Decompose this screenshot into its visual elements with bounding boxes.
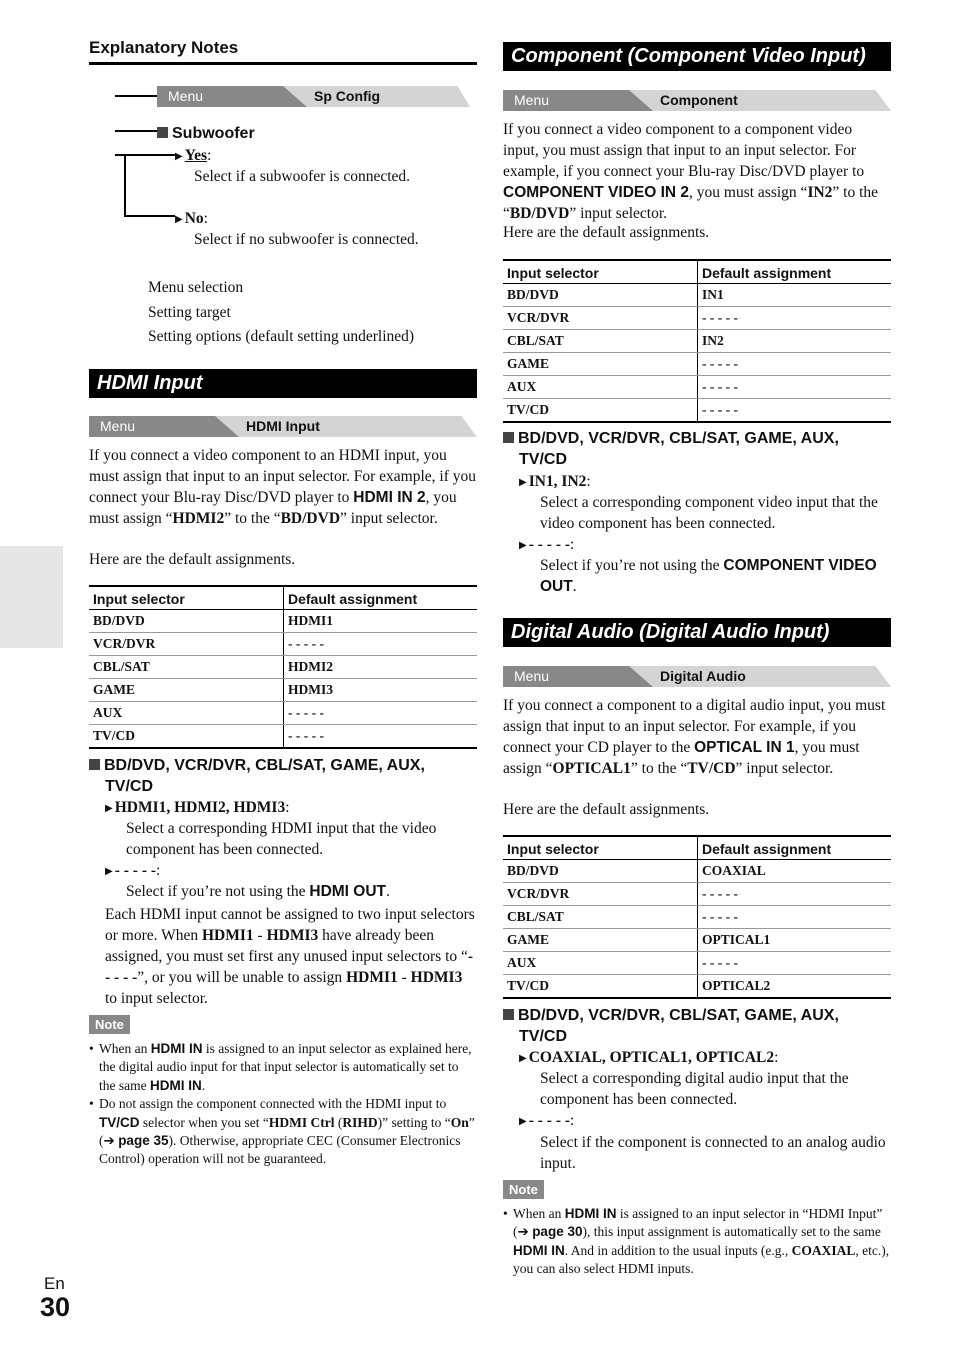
table-row: VCR/DVR - - - - - xyxy=(503,883,891,906)
hdmi-default-table xyxy=(89,585,477,749)
table-row: TV/CD - - - - - xyxy=(89,725,477,749)
menu-target: Component xyxy=(660,92,738,108)
table-row: AUX - - - - - xyxy=(503,952,891,975)
hdmi-option-inputs-desc: Select a corresponding HDMI input that the video component has been connected. xyxy=(126,820,437,858)
digital-option-none: ▶ - - - - -: xyxy=(519,1112,575,1129)
component-menu-bar xyxy=(503,90,891,111)
table-row: BD/DVD COAXIAL xyxy=(503,860,891,883)
list-item: • Do not assign the component connected with the HDMI input to TV/CD selector when you set “HDMI Ctrl (RIHD)” setting to “On” (➔ page 35). Otherwise, appropriate CEC (Consumer Electronics Control) operation will not be guaranteed. xyxy=(89,1096,475,1167)
table-header: Default assignment xyxy=(698,836,892,860)
legend-setting-options: Setting options (default setting underlined) xyxy=(148,328,415,345)
digital-note-list xyxy=(503,1205,891,1279)
digital-intro: If you connect a component to a digital audio input, you must assign that input to an input selector. For example, if you connect your CD player to the OPTICAL IN 1, you must assign “OPTICAL1” to the “TV/CD” input selector. xyxy=(503,697,886,777)
table-row: BD/DVD IN1 xyxy=(503,284,891,307)
pointer-line-menu xyxy=(115,95,157,97)
table-row: AUX - - - - - xyxy=(503,376,891,399)
explanatory-notes-title: Explanatory Notes xyxy=(89,38,239,57)
digital-default-line: Here are the default assignments. xyxy=(503,801,710,818)
pointer-line-options-v xyxy=(124,154,126,216)
table-header: Input selector xyxy=(503,260,698,284)
digital-note-tag: Note xyxy=(503,1180,544,1199)
side-tab xyxy=(0,546,63,648)
table-header: Default assignment xyxy=(698,260,892,284)
triangle-right-icon: ▶ xyxy=(519,1116,527,1127)
digital-option-inputs: ▶ COAXIAL, OPTICAL1, OPTICAL2: xyxy=(519,1049,779,1066)
component-section-title: Component (Component Video Input) xyxy=(503,42,891,71)
hdmi-option-none-desc: Select if you’re not using the HDMI OUT. xyxy=(126,883,390,900)
page-link[interactable]: page 35 xyxy=(118,1133,169,1149)
hdmi-intro: If you connect a video component to an HDMI input, you must assign that input to an input selector. For example, if you connect your Blu-ray Disc/DVD player to HDMI IN 2, you must assign “HDMI2” to the “BD/DVD” input selector. xyxy=(89,447,477,527)
component-selector-heading: BD/DVD, VCR/DVR, CBL/SAT, GAME, AUX, TV/CD xyxy=(503,428,839,470)
menu-label: Menu xyxy=(514,668,550,684)
triangle-right-icon: ▶ xyxy=(175,214,183,225)
pointer-line-options-top xyxy=(115,154,175,156)
triangle-right-icon: ▶ xyxy=(519,477,527,488)
menu-target: Digital Audio xyxy=(660,668,746,684)
component-default-table xyxy=(503,259,891,423)
component-default-line: Here are the default assignments. xyxy=(503,224,710,241)
table-row: GAME OPTICAL1 xyxy=(503,929,891,952)
subwoofer-heading: Subwoofer xyxy=(157,123,255,144)
component-option-inputs-desc: Select a corresponding component video input that the video component has been connected. xyxy=(540,494,878,532)
square-bullet-icon xyxy=(503,432,514,443)
table-row: VCR/DVR - - - - - xyxy=(89,633,477,656)
table-row: BD/DVD HDMI1 xyxy=(89,610,477,633)
hdmi-option-none: ▶ - - - - -: xyxy=(105,862,161,879)
page-link[interactable]: page 30 xyxy=(532,1224,583,1240)
pointer-line-target xyxy=(115,130,157,132)
square-bullet-icon xyxy=(503,1009,514,1020)
component-option-inputs: ▶ IN1, IN2: xyxy=(519,473,591,490)
square-bullet-icon xyxy=(89,759,100,770)
table-header: Input selector xyxy=(89,586,284,610)
hdmi-input-section-title: HDMI Input xyxy=(89,369,477,398)
legend-setting-target: Setting target xyxy=(148,304,231,321)
page-number: 30 xyxy=(40,1292,71,1322)
option-yes: ▶ Yes: xyxy=(175,147,212,164)
digital-menu-bar xyxy=(503,666,891,687)
explanatory-menu-bar xyxy=(157,86,470,107)
table-header: Default assignment xyxy=(284,586,478,610)
hdmi-note-list xyxy=(89,1040,477,1169)
menu-label: Menu xyxy=(168,88,204,104)
table-row: TV/CD OPTICAL2 xyxy=(503,975,891,999)
menu-target: Sp Config xyxy=(314,88,381,104)
component-option-none: ▶ - - - - -: xyxy=(519,536,575,553)
triangle-right-icon: ▶ xyxy=(175,151,183,162)
table-row: GAME HDMI3 xyxy=(89,679,477,702)
hdmi-option-inputs: ▶ HDMI1, HDMI2, HDMI3: xyxy=(105,799,290,816)
digital-default-table xyxy=(503,835,891,999)
hdmi-default-line: Here are the default assignments. xyxy=(89,551,296,568)
list-item: • When an HDMI IN is assigned to an input selector as explained here, the digital audio input for that input selector is automatically set to the same HDMI IN. xyxy=(89,1041,472,1093)
hdmi-paragraph: Each HDMI input cannot be assigned to two input selectors or more. When HDMI1 - HDMI3 have already been assigned, you must set first any unused input selectors to “- - - - -”, or you will be unable to assign HDMI1 - HDMI3 to input selector. xyxy=(105,906,475,1007)
digital-option-none-desc: Select if the component is connected to an analog audio input. xyxy=(540,1134,886,1172)
hdmi-selector-heading: BD/DVD, VCR/DVR, CBL/SAT, GAME, AUX, TV/CD xyxy=(89,755,425,797)
triangle-right-icon: ▶ xyxy=(105,803,113,814)
table-row: TV/CD - - - - - xyxy=(503,399,891,423)
table-header: Input selector xyxy=(503,836,698,860)
component-option-none-desc: Select if you’re not using the COMPONENT VIDEO OUT. xyxy=(540,557,877,595)
component-intro: If you connect a video component to a component video input, you must assign that input to an input selector. For example, if you connect your Blu-ray Disc/DVD player to COMPONENT VIDEO IN 2, you must assign “IN2” to the “BD/DVD” input selector. xyxy=(503,121,879,222)
triangle-right-icon: ▶ xyxy=(519,540,527,551)
pointer-line-options-bottom xyxy=(124,215,175,217)
table-row: VCR/DVR - - - - - xyxy=(503,307,891,330)
legend-menu-selection: Menu selection xyxy=(148,279,244,296)
digital-option-inputs-desc: Select a corresponding digital audio input that the component has been connected. xyxy=(540,1070,849,1108)
hdmi-note-tag: Note xyxy=(89,1015,130,1034)
digital-audio-section-title: Digital Audio (Digital Audio Input) xyxy=(503,618,891,647)
list-item: • When an HDMI IN is assigned to an input selector in “HDMI Input” (➔ page 30), this input assignment is automatically set to the same HDMI IN. And in addition to the usual inputs (e.g., COAXIAL, etc.), you can also select HDMI inputs. xyxy=(503,1206,890,1277)
table-row: CBL/SAT IN2 xyxy=(503,330,891,353)
menu-label: Menu xyxy=(514,92,550,108)
explanatory-rule xyxy=(89,62,477,65)
square-bullet-icon xyxy=(157,127,168,138)
language-label: En xyxy=(44,1274,65,1293)
table-row: AUX - - - - - xyxy=(89,702,477,725)
menu-target: HDMI Input xyxy=(246,418,320,434)
table-row: GAME - - - - - xyxy=(503,353,891,376)
triangle-right-icon: ▶ xyxy=(105,866,113,877)
table-row: CBL/SAT - - - - - xyxy=(503,906,891,929)
digital-selector-heading: BD/DVD, VCR/DVR, CBL/SAT, GAME, AUX, TV/CD xyxy=(503,1005,839,1047)
option-no-desc: Select if no subwoofer is connected. xyxy=(194,231,419,248)
table-row: CBL/SAT HDMI2 xyxy=(89,656,477,679)
option-yes-desc: Select if a subwoofer is connected. xyxy=(194,168,411,185)
hdmi-menu-bar xyxy=(89,416,477,437)
menu-label: Menu xyxy=(100,418,136,434)
triangle-right-icon: ▶ xyxy=(519,1053,527,1064)
option-no: ▶ No: xyxy=(175,210,208,227)
